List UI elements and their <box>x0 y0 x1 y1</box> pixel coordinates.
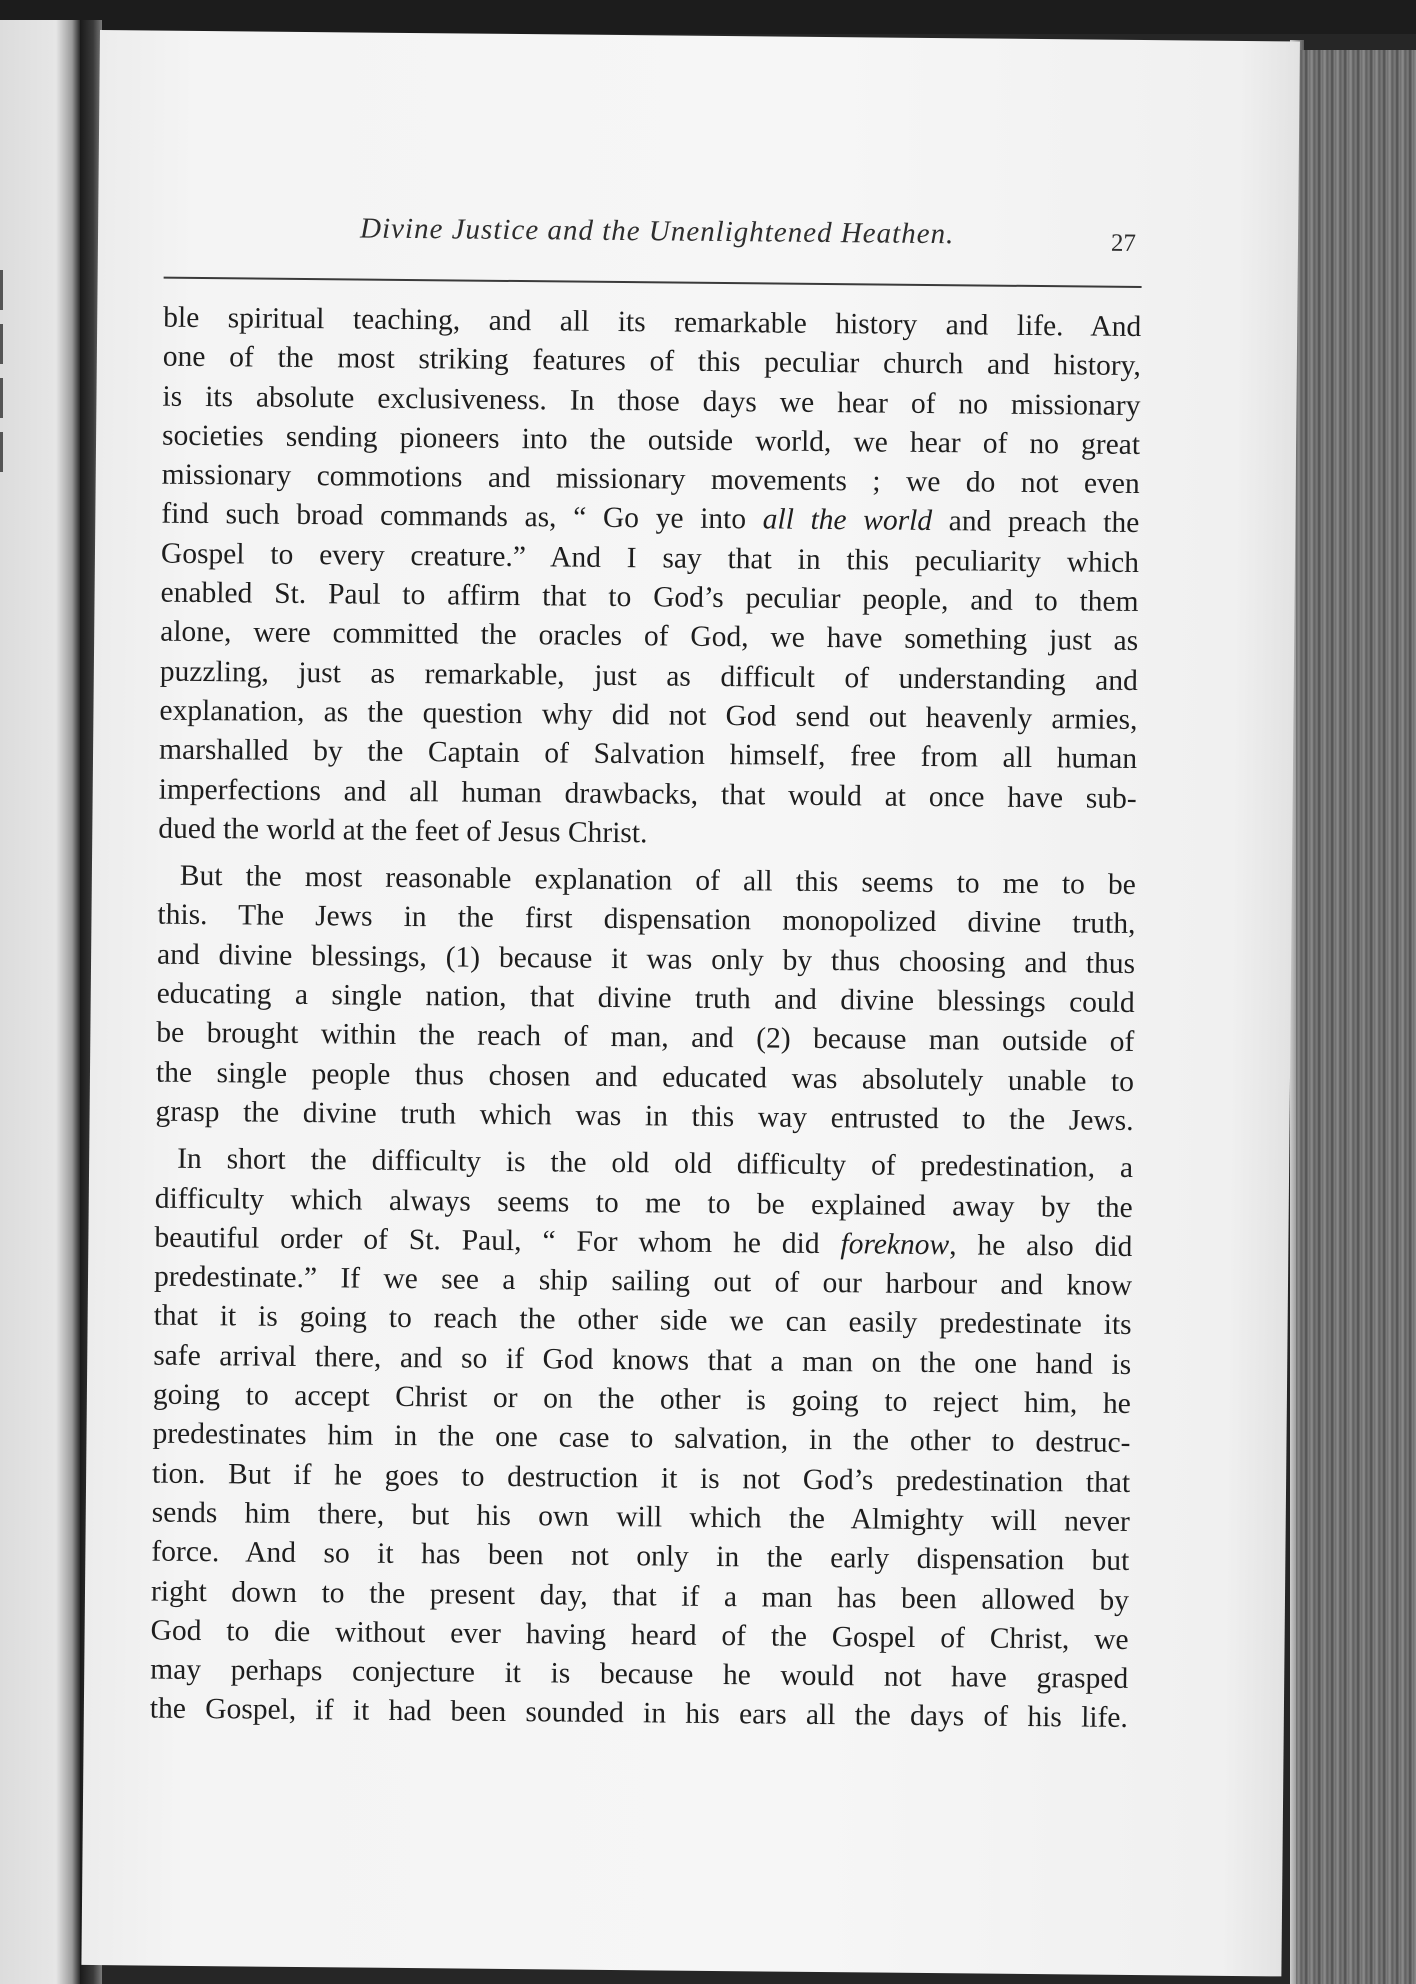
text-segment: beautiful order of St. Paul, “ For whom he did <box>154 1221 841 1260</box>
paragraph-2 <box>155 857 1136 1141</box>
text-line: Gospel to every creature.” And I say that in this peculiarity which <box>160 537 1140 579</box>
text-segment: and preach the <box>931 505 1140 540</box>
text-line: predestinate.” If we see a ship sailing out of our harbour and know <box>153 1260 1133 1303</box>
text-line: the Gospel, if it had been sounded in his ears all the days of his life. <box>149 1692 1128 1735</box>
text-line: one of the most striking features of this peculiar church and history, <box>162 340 1141 383</box>
paragraph-1 <box>158 299 1141 859</box>
text-line: In short the difficulty is the old old difficulty of predestination, a <box>177 1143 1134 1185</box>
facing-page-text-fragments <box>0 270 12 530</box>
text-line: ble spiritual teaching, and all its remarkable history and life. And <box>163 301 1142 344</box>
text-line: educating a single nation, that divine truth and divine blessings could <box>156 977 1135 1020</box>
header-rule <box>164 277 1142 288</box>
text-line: may perhaps conjecture it is because he would not have grasped <box>150 1653 1129 1696</box>
text-segment: find such broad commands as, “ Go ye into <box>161 498 763 536</box>
book-page <box>81 30 1300 1976</box>
paragraph-3 <box>150 1140 1134 1739</box>
italic-phrase: foreknow <box>840 1227 950 1262</box>
text-line: sends him there, but his own will which the Almighty will never <box>151 1496 1130 1538</box>
body-text <box>150 299 1142 1739</box>
text-line: predestinates him in the one case to salvation, in the other to destruc- <box>152 1417 1131 1460</box>
italic-phrase: all the world <box>762 503 933 538</box>
text-line: imperfections and all human drawbacks, that would at once have sub- <box>158 773 1137 815</box>
text-line: and divine blessings, (1) because it was only by thus choosing and thus <box>156 938 1136 980</box>
text-line: that it is going to reach the other side we can easily predestinate its <box>153 1299 1132 1342</box>
text-line: enabled St. Paul to affirm that to God’s peculiar people, and to them <box>160 576 1139 619</box>
text-line: grasp the divine truth which was in this way entrusted to the Jews. <box>155 1095 1134 1137</box>
text-line: be brought within the reach of man, and (2) because man outside of <box>156 1016 1135 1059</box>
text-line: this. The Jews in the first dispensation monopolized divine truth, <box>157 899 1136 941</box>
text-line: right down to the present day, that if a man has been allowed by <box>150 1575 1130 1617</box>
text-line: safe arrival there, and so if God knows that a man on the one hand is <box>153 1339 1132 1381</box>
text-line: marshalled by the Captain of Salvation himself, free from all human <box>158 733 1138 776</box>
text-line: explanation, as the question why did not God send out heavenly armies, <box>159 694 1138 736</box>
text-line: dued the world at the feet of Jesus Christ. <box>158 812 648 850</box>
scan-top-border <box>0 0 1416 34</box>
running-head: Divine Justice and the Unenlightened Heathen. <box>359 212 955 251</box>
text-line: puzzling, just as remarkable, just as difficult of understanding and <box>159 655 1138 697</box>
text-line: the single people thus chosen and educated was absolutely unable to <box>155 1056 1135 1098</box>
facing-page-edge <box>0 20 80 1984</box>
text-line: societies sending pioneers into the outside world, we hear of no great <box>161 419 1141 461</box>
text-line: going to accept Christ or on the other is going to reject him, he <box>152 1378 1132 1420</box>
text-line: tion. But if he goes to destruction it is not God’s predestination that <box>151 1457 1131 1499</box>
text-line: alone, were committed the oracles of God, we have something just as <box>160 615 1139 658</box>
text-segment: , he also did <box>949 1229 1133 1263</box>
text-line: God to die without ever having heard of the Gospel of Christ, we <box>150 1614 1129 1656</box>
text-line: missionary commotions and missionary movements ; we do not even <box>161 458 1140 501</box>
text-line: But the most reasonable explanation of all this seems to me to be <box>179 859 1136 902</box>
page-stack-edges <box>1296 50 1416 1984</box>
text-line: difficulty which always seems to me to be explained away by the <box>154 1182 1133 1224</box>
text-line: force. And so it has been not only in the early dispensation but <box>151 1535 1130 1578</box>
text-line: is its absolute exclusiveness. In those days we hear of no missionary <box>162 380 1141 422</box>
page-number: 27 <box>1110 229 1137 257</box>
